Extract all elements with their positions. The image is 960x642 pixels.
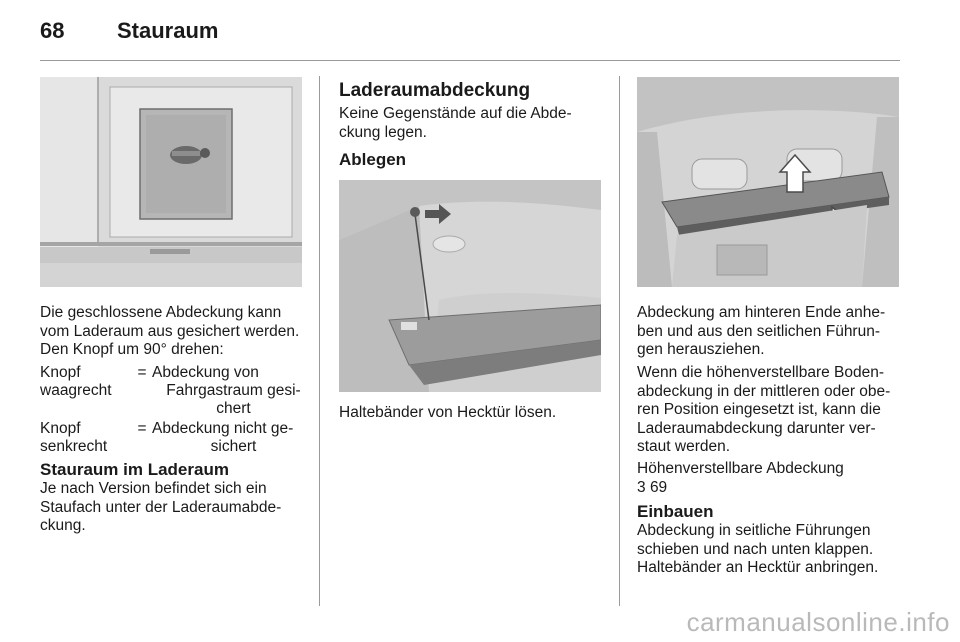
cover-lock-knob-illustration bbox=[40, 77, 302, 287]
cover-paragraph: Keine Gegenstände auf die Abde- ckung legen. bbox=[339, 105, 572, 141]
storage-paragraph: Je nach Version befindet sich ein Staufach unter der Laderaumabde- ckung. bbox=[40, 480, 282, 534]
intro-paragraph bbox=[40, 304, 315, 360]
definition-equals: = bbox=[137, 364, 147, 381]
page-number: 68 bbox=[40, 18, 65, 43]
definition-row bbox=[40, 420, 315, 456]
cover-lock-knob-drawing bbox=[40, 77, 302, 287]
definition-term: Knopf senkrecht bbox=[40, 420, 108, 455]
cargo-cover-removal-illustration bbox=[637, 77, 899, 287]
reference-arrow-icon: 3 bbox=[637, 478, 646, 496]
intro-line: Die geschlossene Abdeckung kann bbox=[40, 304, 282, 321]
cross-reference-paragraph: Höhenverstellbare Abdeckung 3 69 bbox=[637, 460, 907, 497]
intro-line: vom Laderaum aus gesichert werden. bbox=[40, 322, 300, 340]
page-title: Stauraum bbox=[117, 18, 219, 43]
intro-line: Den Knopf um 90° drehen: bbox=[40, 341, 224, 358]
section-heading-storage: Stauraum im Laderaum bbox=[40, 460, 229, 479]
header-rule bbox=[40, 60, 900, 61]
reference-page-number: 69 bbox=[649, 478, 668, 496]
figure-caption-release-straps: Haltebänder von Hecktür lösen. bbox=[339, 404, 557, 421]
watermark: carmanualsonline.info bbox=[686, 607, 950, 637]
column-divider-1 bbox=[319, 76, 320, 606]
column-divider-2 bbox=[619, 76, 620, 606]
section-heading-install: Einbauen bbox=[637, 502, 714, 521]
definition-description: Abdeckung nicht ge- sichert bbox=[152, 420, 294, 455]
floor-cover-paragraph: Wenn die höhenverstellbare Boden- abdeckung in der mittleren oder obe- ren Position eingesetzt ist, kann die Laderaumabdeckung darunter ver- staut werden. bbox=[637, 364, 891, 455]
tailgate-straps-illustration bbox=[339, 180, 601, 392]
definition-description: Abdeckung von Fahrgastraum gesi- chert bbox=[152, 364, 301, 417]
figure-caption-lift-cover: Abdeckung am hinteren Ende anhe- ben und aus den seitlichen Führun- gen herausziehen. bbox=[637, 304, 886, 358]
knob-definition-list bbox=[40, 364, 315, 456]
cargo-cover-removal-drawing bbox=[637, 77, 899, 287]
subheading-remove: Ablegen bbox=[339, 150, 407, 169]
page-reference-link[interactable] bbox=[637, 479, 907, 498]
definition-row bbox=[40, 364, 315, 418]
tailgate-straps-drawing bbox=[339, 180, 601, 392]
section-heading-cover: Laderaumabdeckung bbox=[339, 80, 531, 101]
definition-term: Knopf waagrecht bbox=[40, 364, 112, 399]
definition-equals: = bbox=[137, 420, 147, 437]
install-paragraph: Abdeckung in seitliche Führungen schieben und nach unten klappen. Haltebänder an Hecktür anbringen. bbox=[637, 522, 879, 576]
